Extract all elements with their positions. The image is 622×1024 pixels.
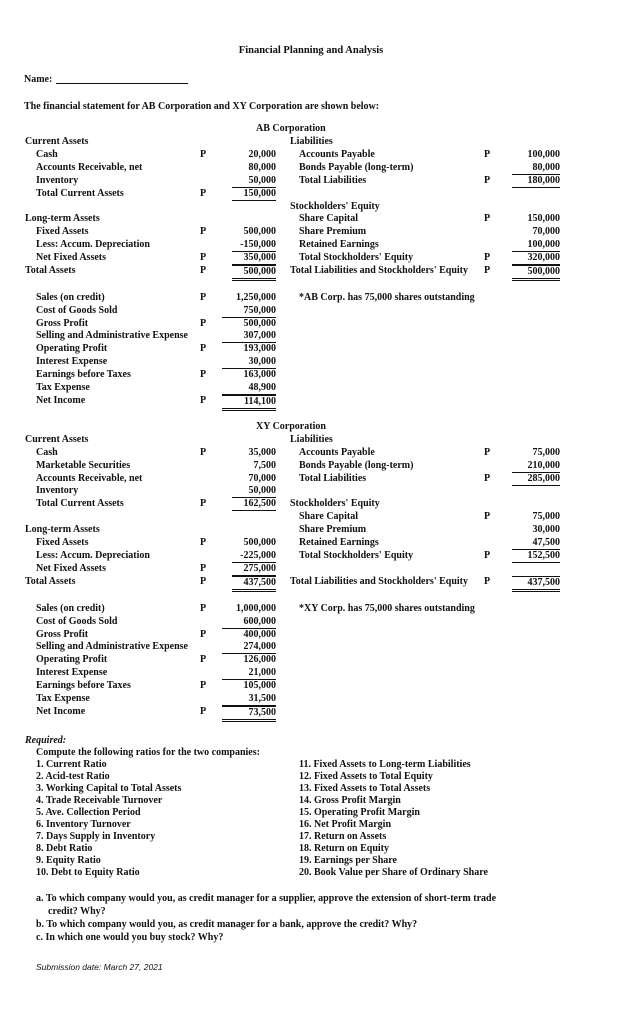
ab-total-current-label: Total Current Assets [36,188,124,199]
ab-tax-label: Tax Expense [36,382,90,393]
question-a: a. To which company would you, as credit manager for a supplier, approve the extension of short-term trade [36,893,497,904]
question-a-cont: credit? Why? [48,906,106,917]
ratio-item: 5. Ave. Collection Period [36,807,141,818]
ab-share-premium-label: Share Premium [299,226,367,237]
ab-total-assets-value: 500,000 [232,265,276,281]
peso-sign: P [200,706,207,717]
ab-ar-value: 80,000 [248,162,276,173]
ratio-item: 4. Trade Receivable Turnover [36,795,163,806]
ab-net-income-value: 114,100 [222,395,276,411]
xy-bonds-label: Bonds Payable (long-term) [299,460,414,471]
ab-total-le-value: 500,000 [512,265,560,281]
xy-ebt-label: Earnings before Taxes [36,680,131,691]
xy-inventory-label: Inventory [36,485,79,496]
peso-sign: P [200,395,207,406]
ratio-item: 17. Return on Assets [299,831,387,842]
xy-share-capital-label: Share Capital [299,511,358,522]
xy-share-premium-label: Share Premium [299,524,367,535]
xy-net-income-value: 73,500 [222,706,276,722]
ab-interest-value: 30,000 [222,356,276,369]
ratio-item: 7. Days Supply in Inventory [36,831,156,842]
xy-sga-label: Selling and Administrative Expense [36,641,188,652]
ratio-item: 10. Debt to Equity Ratio [36,867,140,878]
xy-total-current-label: Total Current Assets [36,498,124,509]
peso-sign: P [200,603,207,614]
ab-net-fixed-value: 350,000 [232,252,276,265]
ab-company-title: AB Corporation [256,123,326,134]
xy-total-equity-value: 152,500 [512,550,560,563]
ab-bonds-label: Bonds Payable (long-term) [299,162,414,173]
xy-retained-value: 47,500 [512,537,560,550]
xy-cash-value: 35,000 [248,447,276,458]
ratio-item: 2. Acid-test Ratio [36,771,110,782]
peso-sign: P [200,629,207,640]
xy-bonds-value: 210,000 [512,460,560,473]
ab-ap-label: Accounts Payable [299,149,375,160]
xy-interest-label: Interest Expense [36,667,108,678]
ab-gross-label: Gross Profit [36,318,89,329]
ratio-item: 15. Operating Profit Margin [299,807,420,818]
ab-equity-header: Stockholders' Equity [290,201,380,212]
ab-inventory-label: Inventory [36,175,79,186]
ab-cogs-label: Cost of Goods Sold [36,305,118,316]
ab-sales-value: 1,250,000 [236,292,276,303]
xy-tax-value: 31,500 [222,693,276,706]
peso-sign: P [484,149,491,160]
ratio-item: 6. Inventory Turnover [36,819,131,830]
ratio-item: 9. Equity Ratio [36,855,101,866]
ratio-item: 1. Current Ratio [36,759,107,770]
xy-accum-dep-value: -225,000 [232,550,276,563]
ab-sga-value: 307,000 [222,330,276,343]
xy-total-liab-label: Total Liabilities [299,473,367,484]
ratio-item: 20. Book Value per Share of Ordinary Share [299,867,488,878]
required-instruction: Compute the following ratios for the two companies: [36,747,260,758]
peso-sign: P [200,369,207,380]
xy-operating-value: 126,000 [243,654,276,665]
peso-sign: P [484,213,491,224]
ab-cogs-value: 750,000 [222,305,276,318]
xy-total-le-value: 437,500 [512,576,560,592]
xy-share-premium-value: 30,000 [532,524,560,535]
page-title: Financial Planning and Analysis [238,45,384,56]
peso-sign: P [200,318,207,329]
xy-liabilities-header: Liabilities [290,434,333,445]
xy-total-liab-value: 285,000 [512,473,560,486]
ab-retained-label: Retained Earnings [299,239,379,250]
peso-sign: P [200,654,207,665]
ab-total-liab-value: 180,000 [512,175,560,188]
xy-fixed-assets-value: 500,000 [243,537,276,548]
required-label: Required: [25,735,67,746]
ab-ebt-label: Earnings before Taxes [36,369,131,380]
xy-securities-value: 7,500 [253,460,276,471]
peso-sign: P [200,576,207,587]
ab-accum-dep-value: -150,000 [232,239,276,252]
ab-sales-label: Sales (on credit) [36,292,105,303]
peso-sign: P [200,680,207,691]
peso-sign: P [484,252,491,263]
ab-ap-value: 100,000 [527,149,560,160]
ab-ar-label: Accounts Receivable, net [36,162,143,173]
xy-sales-label: Sales (on credit) [36,603,105,614]
xy-equity-header: Stockholders' Equity [290,498,380,509]
ab-share-capital-value: 150,000 [527,213,560,224]
xy-current-assets-header: Current Assets [25,434,89,445]
peso-sign: P [200,498,207,509]
ab-operating-label: Operating Profit [36,343,108,354]
xy-total-equity-label: Total Stockholders' Equity [299,550,414,561]
peso-sign: P [200,265,207,276]
ab-share-capital-label: Share Capital [299,213,358,224]
xy-gross-value: 400,000 [243,629,276,640]
ab-bonds-value: 80,000 [512,162,560,175]
ab-long-term-header: Long-term Assets [25,213,100,224]
xy-cash-label: Cash [36,447,58,458]
ratio-item: 12. Fixed Assets to Total Equity [299,771,433,782]
ratio-item: 8. Debt Ratio [36,843,93,854]
xy-cogs-value: 600,000 [222,616,276,629]
xy-ar-label: Accounts Receivable, net [36,473,143,484]
ab-inventory-value: 50,000 [232,175,276,188]
xy-accum-dep-label: Less: Accum. Depreciation [36,550,150,561]
ab-total-equity-value: 320,000 [512,252,560,265]
xy-net-fixed-value: 275,000 [232,563,276,576]
xy-ebt-value: 105,000 [243,680,276,691]
ratio-item: 13. Fixed Assets to Total Assets [299,783,431,794]
name-label: Name: [24,74,53,85]
xy-net-income-label: Net Income [36,706,86,717]
peso-sign: P [484,473,491,484]
peso-sign: P [484,550,491,561]
xy-retained-label: Retained Earnings [299,537,379,548]
peso-sign: P [484,447,491,458]
ab-cash-label: Cash [36,149,58,160]
xy-operating-label: Operating Profit [36,654,108,665]
peso-sign: P [200,149,207,160]
xy-total-current-value: 162,500 [232,498,276,511]
ab-accum-dep-label: Less: Accum. Depreciation [36,239,150,250]
ab-share-premium-value: 70,000 [532,226,560,237]
peso-sign: P [200,343,207,354]
xy-shares-note: *XY Corp. has 75,000 shares outstanding [299,603,475,614]
ratio-item: 11. Fixed Assets to Long-term Liabilities [299,759,471,770]
ab-total-assets-label: Total Assets [25,265,76,276]
ab-retained-value: 100,000 [512,239,560,252]
xy-securities-label: Marketable Securities [36,460,131,471]
xy-share-capital-value: 75,000 [532,511,560,522]
intro-text: The financial statement for AB Corporation and XY Corporation are shown below: [24,101,380,112]
xy-tax-label: Tax Expense [36,693,90,704]
ab-liabilities-header: Liabilities [290,136,333,147]
xy-fixed-assets-label: Fixed Assets [36,537,89,548]
ratio-item: 14. Gross Profit Margin [299,795,401,806]
xy-cogs-label: Cost of Goods Sold [36,616,118,627]
peso-sign: P [484,511,491,522]
ab-cash-value: 20,000 [248,149,276,160]
peso-sign: P [200,563,207,574]
xy-total-assets-value: 437,500 [232,576,276,592]
ab-sga-label: Selling and Administrative Expense [36,330,188,341]
xy-total-le-label: Total Liabilities and Stockholders' Equity [290,576,469,587]
ab-tax-value: 48,900 [222,382,276,395]
xy-gross-label: Gross Profit [36,629,89,640]
peso-sign: P [484,265,491,276]
ab-total-current-value: 150,000 [232,188,276,201]
ab-interest-label: Interest Expense [36,356,108,367]
ab-net-fixed-label: Net Fixed Assets [36,252,106,263]
ratio-item: 18. Return on Equity [299,843,390,854]
xy-sales-value: 1,000,000 [236,603,276,614]
ratio-item: 3. Working Capital to Total Assets [36,783,182,794]
question-b: b. To which company would you, as credit manager for a bank, approve the credit? Why? [36,919,418,930]
ab-total-le-label: Total Liabilities and Stockholders' Equity [290,265,469,276]
ab-ebt-value: 163,000 [243,369,276,380]
xy-interest-value: 21,000 [222,667,276,680]
ab-shares-note: *AB Corp. has 75,000 shares outstanding [299,292,475,303]
ab-net-income-label: Net Income [36,395,86,406]
xy-inventory-value: 50,000 [232,485,276,498]
ab-total-liab-label: Total Liabilities [299,175,367,186]
xy-sga-value: 274,000 [222,641,276,654]
peso-sign: P [200,252,207,263]
ab-fixed-assets-value: 500,000 [243,226,276,237]
xy-ar-value: 70,000 [248,473,276,484]
ab-gross-value: 500,000 [243,318,276,329]
peso-sign: P [484,576,491,587]
name-line [56,83,188,84]
peso-sign: P [200,292,207,303]
xy-ap-label: Accounts Payable [299,447,375,458]
xy-ap-value: 75,000 [532,447,560,458]
ab-operating-value: 193,000 [243,343,276,354]
xy-long-term-header: Long-term Assets [25,524,100,535]
ab-current-assets-header: Current Assets [25,136,89,147]
xy-net-fixed-label: Net Fixed Assets [36,563,106,574]
ratio-item: 19. Earnings per Share [299,855,397,866]
peso-sign: P [200,188,207,199]
ratio-item: 16. Net Profit Margin [299,819,392,830]
peso-sign: P [200,447,207,458]
xy-company-title: XY Corporation [256,421,326,432]
submission-date: Submission date: March 27, 2021 [36,962,163,972]
peso-sign: P [484,175,491,186]
ab-fixed-assets-label: Fixed Assets [36,226,89,237]
peso-sign: P [200,226,207,237]
question-c: c. In which one would you buy stock? Why? [36,932,224,943]
peso-sign: P [200,537,207,548]
ab-total-equity-label: Total Stockholders' Equity [299,252,414,263]
xy-total-assets-label: Total Assets [25,576,76,587]
